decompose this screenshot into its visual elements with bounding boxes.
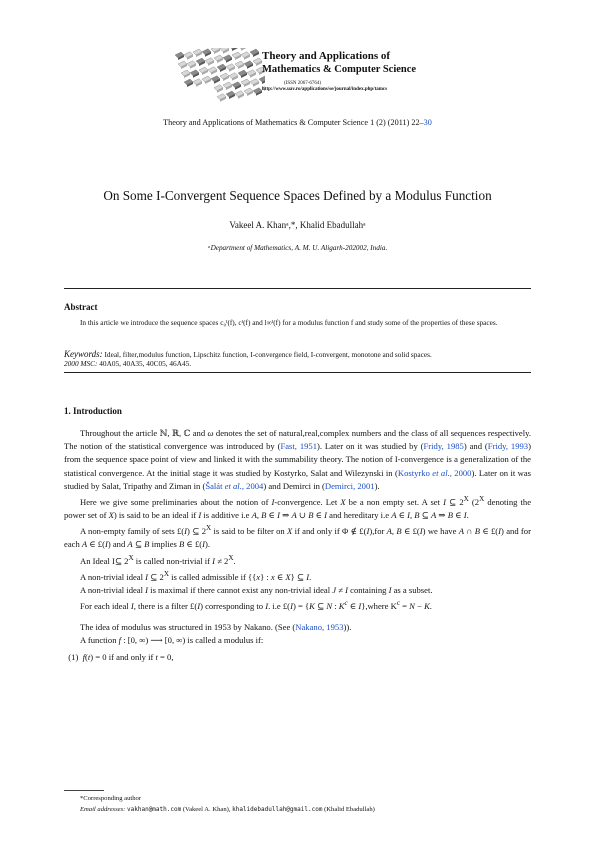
paragraph-filter-def: A non-empty family of sets £(I) ⊆ $2^X$ is said to be filter on X if and only if Φ ∉ £(I),for A, B ∈ £(I) we have A ∩ B ∈ £(I) and for each A ∈ £(I) and A ⊆ B implies B ∈ £(I). <box>64 524 531 550</box>
footnote-rule <box>64 790 104 791</box>
msc-classification <box>64 359 191 368</box>
affiliation: ᵃDepartment of Mathematics, A. M. U. Aligarh-202002, India. <box>207 244 388 252</box>
paragraph-filter-ideal: For each ideal I, there is a filter £(I) corresponding to I. i.e £(I) = {K ⊆ N : $K^c$ ∈ I},where $K^c = N - K$. <box>80 598 432 611</box>
abstract-text: In this article we introduce the sequence spaces c₀ᴵ(f), cᴵ(f) and l∞ᴵ(f) for a modulus function f and study some of the properties of these spaces. <box>80 318 498 327</box>
footnote-emails <box>80 806 375 813</box>
cite-fast-1951[interactable]: Fast, 1951 <box>280 441 318 452</box>
msc-codes: 40A05, 40A35, 40C05, 46A45. <box>99 359 192 368</box>
paragraph-ideal-def: Here we give some preliminaries about the notion of I-convergence. Let X be a non empty set. A set I ⊆ $2^X$ ($2^X$ denoting the power set of X) is said to be an ideal if I is additive i.e A, B ∈ I ⇒ A ∪ B ∈ I and hereditary i.e A ∈ I, B ⊆ A ⇒ B ∈ I. <box>64 495 532 521</box>
paragraph-notation: Throughout the article ℕ, ℝ, ℂ and ω denotes the set of natural,real,complex numbers and the class of all sequences respectively. The notion of the statistical convergence was introduced by (Fast, 1951). Later on it was studied by (Fridy, 1985) and (Fridy, 1993) from the sequence space point of view and linked it with the summability theory. The notion of I-convergence is a generalization of the statistical convergence. At the initial stage it was studied by Kostyrko, Salat and Wilezynski in (Kostyrko et al., 2000). Later on it was studied by Salat, Tripathy and Ziman in (Šalát et al., 2004) and Demirci in (Demirci, 2001). <box>64 428 532 491</box>
paragraph-modulus-history: The idea of modulus was structured in 1953 by Nakano. (See (Nakano, 1953)). <box>80 621 352 632</box>
author-list: Vakeel A. Khanᵃ,*, Khalid Ebadullahᵃ <box>229 220 366 230</box>
journal-issn: (ISSN 2067-6764) <box>284 81 322 86</box>
cite-nakano-1953[interactable]: Nakano, 1953 <box>295 621 344 632</box>
paragraph-admissible: A non-trivial ideal I ⊆ $2^X$ is called admissible if {{x} : x ∈ X} ⊆ I. <box>80 569 312 582</box>
citation-line <box>0 118 595 127</box>
email-link-khan[interactable]: vakhan@math.com <box>127 806 182 813</box>
email-label: Email addresses: <box>80 806 126 813</box>
paragraph-maximal: A non-trivial ideal I is maximal if there cannot exist any non-trivial ideal J ≠ I containing I as a subset. <box>80 584 433 595</box>
citation-page-link[interactable]: 30 <box>423 118 432 127</box>
abstract-bottom-rule <box>64 372 531 373</box>
section-body <box>64 427 531 665</box>
logo-tile-side <box>241 48 247 51</box>
keywords <box>64 349 531 359</box>
journal-logo <box>165 48 265 110</box>
cite-salat-2004[interactable]: Šalát et al., 2004 <box>205 480 264 491</box>
journal-url[interactable]: http://www.uav.ro/applications/se/journal/index.php/tamcs <box>262 87 388 92</box>
journal-name-line1: Theory and Applications of <box>262 50 391 62</box>
abstract-heading: Abstract <box>64 302 98 312</box>
msc-label: 2000 MSC: <box>64 359 98 368</box>
cite-kostyrko-2000[interactable]: Kostyrko et al., 2000 <box>397 467 472 478</box>
email-link-ebadullah[interactable]: khalidebadullah@gmail.com <box>232 806 323 813</box>
abstract-top-rule <box>64 288 531 289</box>
citation-text: Theory and Applications of Mathematics & Computer Science 1 (2) (2011) 22– <box>163 118 424 127</box>
email-owner-khan: (Vakeel A. Khan), <box>182 806 231 813</box>
cite-fridy-1985[interactable]: Fridy, 1985 <box>423 441 464 452</box>
email-owner-ebadullah: (Khalid Ebadullah) <box>324 806 375 813</box>
modulus-condition-1: (1) f(t) = 0 if and only if t = 0, <box>64 652 174 663</box>
section-heading: 1. Introduction <box>64 406 122 416</box>
keywords-text: Ideal, filter,modulus function, Lipschitz function, I-convergence field, I-convergent, monotone and solid spaces. <box>104 350 432 359</box>
cite-fridy-1993[interactable]: Fridy, 1993 <box>487 441 529 452</box>
journal-name-line2: Mathematics & Computer Science <box>262 64 417 75</box>
cite-demirci-2001[interactable]: Demirci, 2001 <box>324 480 375 491</box>
paragraph-nontrivial: An Ideal I⊆ $2^X$ is called non-trivial if $I \ne 2^X$. <box>80 553 236 566</box>
journal-header <box>262 50 462 92</box>
paper-title: On Some I-Convergent Sequence Spaces Defined by a Modulus Function <box>103 188 492 203</box>
keywords-label: Keywords: <box>64 349 103 359</box>
paragraph-modulus-def: A function f : [0, ∞) ⟶ [0, ∞) is called a modulus if: <box>80 635 264 646</box>
footnote-corresponding: *Corresponding author <box>80 795 141 802</box>
